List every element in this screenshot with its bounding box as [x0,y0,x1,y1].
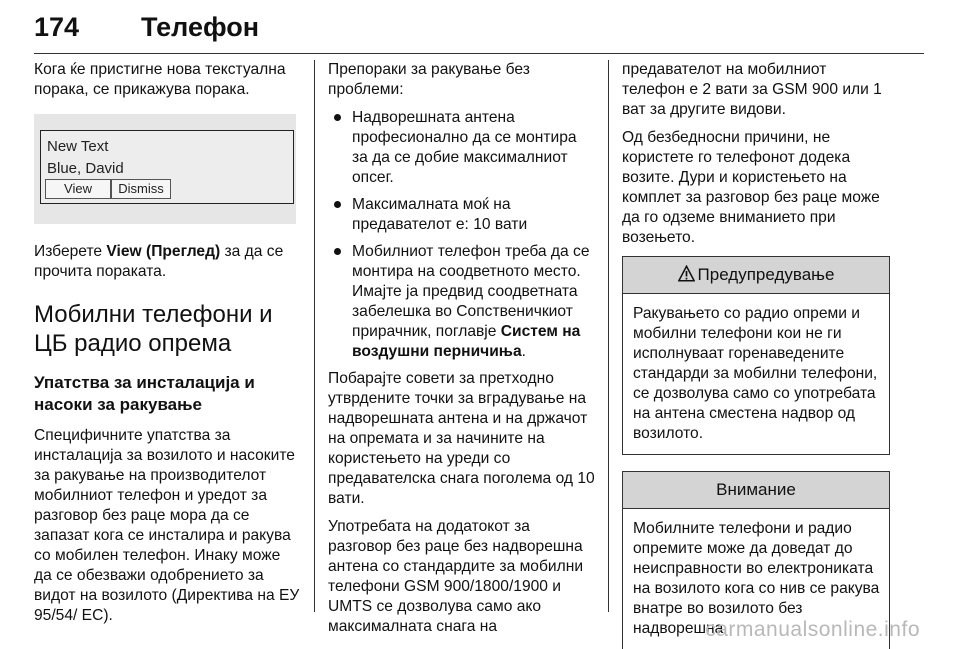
dismiss-button[interactable]: Dismiss [111,179,171,199]
display-screenshot [34,114,296,224]
chapter-title: Телефон [141,12,260,42]
bullet-end: . [521,343,526,360]
column-1 [34,60,300,634]
header-rule [34,53,924,54]
bullet-dot-icon [334,248,341,255]
section-title: Мобилни телефони и ЦБ радио опрема [34,301,273,357]
message-sender: Blue, David [47,160,124,177]
notice-title: Внимание [716,480,796,499]
warning-box [622,256,890,455]
column-2 [328,60,596,645]
column-divider-1 [314,60,315,612]
safety-paragraph: Од безбедносни причини, не користете го телефонот додека возите. Дури и користењето на комплет за разговор без раце може да го одземе вниманието при возењето. [622,129,880,246]
message-popup [40,130,294,204]
watermark: carmanualsonline.info [705,618,920,641]
page-number: 174 [34,12,80,42]
bullet-dot-icon [334,201,341,208]
antenna-advice-paragraph: Побарајте совети за претходно утврдените точки за вградување на надворешната антена и на држачот на опремата и за начините на користењето на уреди со предавателска снага поголема од 10 вати. [328,370,595,507]
warning-body: Ракувањето со радио опреми и мобилни телефони кои не ги исполнуваат горенаведените стандарди за мобилни телефони, се дозволува само со употребата на антена сместена надвор од возилото. [633,305,878,442]
column-3 [622,60,890,649]
intro-paragraph: Кога ќе пристигне нова текстуална порака, се прикажува порака. [34,61,286,98]
installation-paragraph: Специфичните упатства за инсталација за возилото и насоките за ракување на производителот мобилниот телефон и уредот за разговор без раце мора да се запазат кога се инсталира и ракува со мобилен телефон. Инаку може да се обезважи одобрението за видот на возилото (Директива на ЕУ 95/54/ ЕС). [34,427,300,624]
bullet-item [328,242,596,362]
bullet-item [328,195,596,235]
subsection-title: Упатства за инсталација и насоки за ракување [34,373,255,414]
select-post-text: за да се прочита пораката. [34,243,284,280]
bullet-item [328,108,596,188]
bullet-dot-icon [334,114,341,121]
notice-header [623,472,889,509]
page-header [34,12,924,46]
airbag-chapter-reference: Систем на воздушни перничиња [352,323,581,360]
transmitter-power-paragraph: предавателот на мобилниот телефон е 2 вати за GSM 900 или 1 ват за другите видови. [622,61,882,118]
select-bold-text: View (Преглед) [106,243,221,260]
view-button[interactable]: View [45,179,111,199]
bullet-text: Максималната моќ на предавателот е: 10 вати [352,196,528,233]
bullet-text: Надворешната антена професионално да се монтира за да се добие максималниот опсег. [352,109,577,186]
warning-title: Предупредување [697,265,835,284]
warning-header [623,257,889,294]
select-pre-text: Изберете [34,243,107,260]
select-instruction [34,242,300,282]
message-title: New Text [47,138,109,155]
bullet-text: Мобилниот телефон треба да се монтира на соодветното место. Имајте ја предвид соодветната забелешка во Сопственичкиот прирачник, поглавје [352,243,590,340]
notice-body: Мобилните телефони и радио опремите може да доведат до неисправности во електрониката на возилото кога со нив се ракува внатре во возилото без надворешна [633,520,880,637]
recommendations-lead: Препораки за ракување без проблеми: [328,61,530,98]
column-divider-2 [608,60,609,612]
handsfree-paragraph: Употребата на додатокот за разговор без раце без надворешна антена со стандардите за мобилни телефони GSM 900/1800/1900 и UMTS се дозволува само ако максималната снага на [328,518,584,635]
warning-triangle-icon [678,265,695,282]
